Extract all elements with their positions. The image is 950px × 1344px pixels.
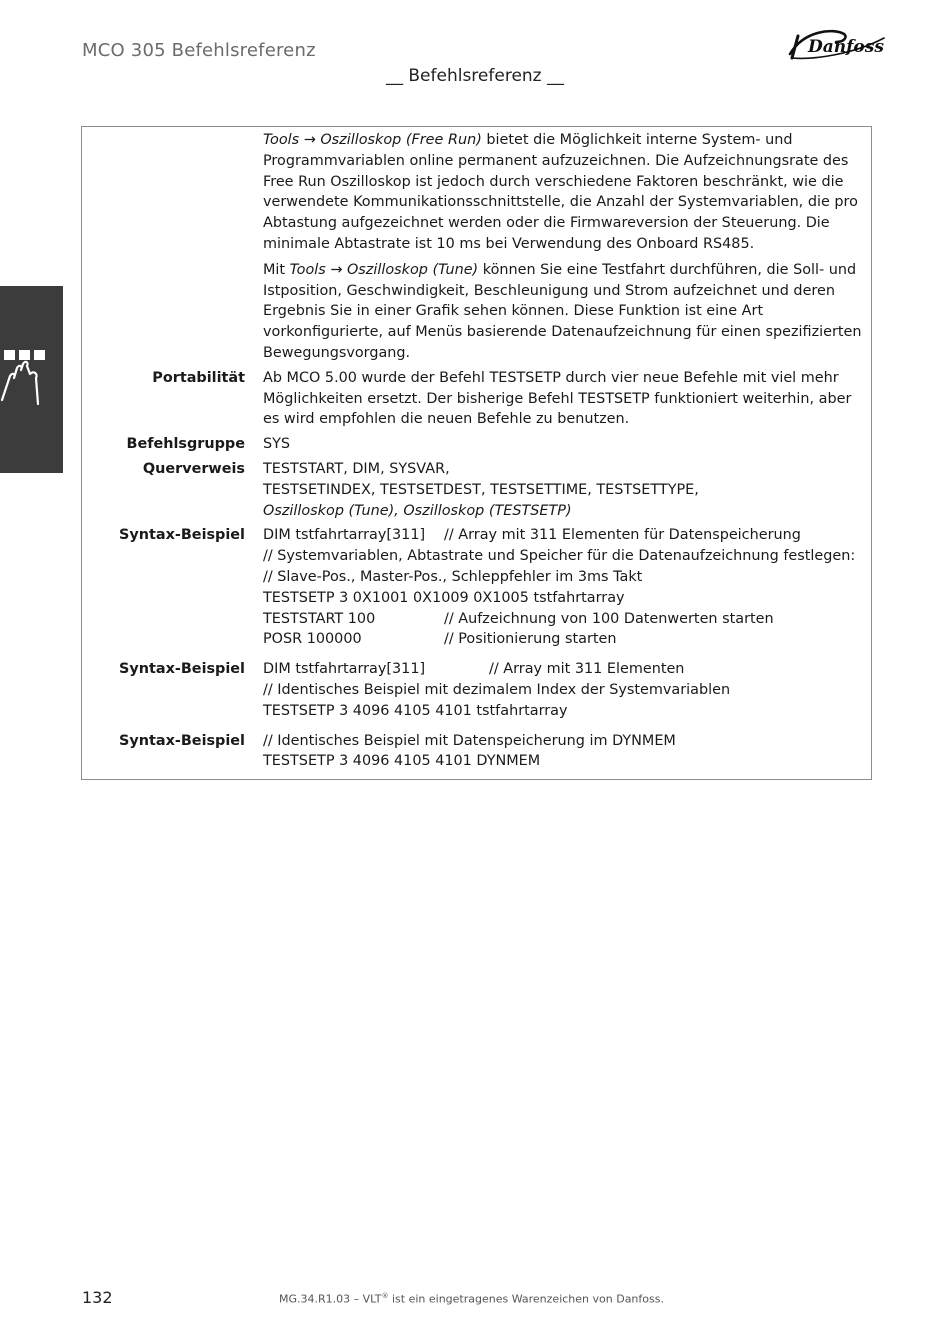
code-comment: // Array mit 311 Elementen für Datenspeicherung [444,527,801,544]
section-title: __ Befehlsreferenz __ [385,66,565,86]
code-line: TESTSETP 3 4096 4105 4101 DYNMEM [263,753,541,770]
code-line [263,609,869,630]
description-text: bietet die Möglichkeit interne System- und Programmvariablen online permanent aufzuzeichnen. Die Aufzeichnungsrate des Free Run Oszilloskop ist jedoch durch verschiedene Faktoren beschränkt, wie die verwendete Kommunikationsschnittstelle, die Anzahl der Systemvariablen, die pro Abtastung aufgezeichnet werden oder die Firmwareversion der Steuerung. Die minimale Abtastrate ist 10 ms bei Verwendung des Onboard RS485. [263,132,858,252]
menu-arrow: → [330,261,343,278]
code-comment: // Aufzeichnung von 100 Datenwerten starten [444,610,774,627]
cross-reference-label: Querverweis [142,460,245,477]
command-reference-box [81,126,872,780]
code-line: // Identisches Beispiel mit dezimalem Index der Systemvariablen [263,681,731,698]
syntax-example-code [263,659,871,721]
description-paragraph [263,260,869,364]
description-text: Mit [263,261,290,278]
cross-reference-content [263,459,871,521]
syntax-example-row [82,659,871,721]
footer-text [279,1292,664,1306]
description-content [263,130,871,364]
code-line: // Systemvariablen, Abtastrate und Speicher für die Datenaufzeichnung festlegen: [263,548,856,565]
code-statement: DIM tstfahrtarray[311] [263,527,426,544]
danfoss-logo [784,24,890,62]
hand-pointing-icon [0,344,63,414]
code-line: // Identisches Beispiel mit Datenspeicherung im DYNMEM [263,732,676,749]
document-title: MCO 305 Befehlsreferenz [82,40,316,61]
code-statement: POSR 100000 [263,631,362,648]
oscilloscope-tune-ref: Oszilloskop (Tune) [346,261,479,278]
svg-text:Danfoss: Danfoss [808,37,884,57]
code-line: TESTSETP 3 0X1001 0X1009 0X1005 tstfahrtarray [263,589,625,606]
footer-text-part: ist ein eingetragenes Warenzeichen von Danfoss. [388,1292,664,1306]
menu-arrow: → [303,132,316,148]
command-group-value: SYS [263,436,291,453]
syntax-example-row [82,525,871,650]
code-comment: // Array mit 311 Elementen [489,661,685,678]
syntax-example-label: Syntax-Beispiel [119,527,245,544]
code-statement: DIM tstfahrtarray[311] [263,661,426,678]
cross-reference-line: Oszilloskop (Tune), Oszilloskop (TESTSETP) [263,502,572,519]
oscilloscope-free-run-ref: Oszilloskop (Free Run) [320,132,482,148]
footer-text-part: MG.34.R1.03 – VLT [279,1292,382,1306]
portability-text: Ab MCO 5.00 wurde der Befehl TESTSETP durch vier neue Befehle mit viel mehr Möglichkeiten ersetzt. Der bisherige Befehl TESTSETP funktioniert weiterhin, aber es wird empfohlen die neuen Befehle zu benutzen. [263,369,852,428]
code-comment: // Positionierung starten [444,631,617,648]
tools-menu-ref: Tools [289,261,326,278]
cross-reference-line: TESTSTART, DIM, SYSVAR, [263,460,450,477]
description-row [82,130,871,364]
portability-label: Portabilität [152,369,245,386]
portability-row [82,368,871,430]
description-label [82,130,263,364]
syntax-example-code [263,731,871,773]
registered-mark: ® [381,1292,389,1300]
tools-menu-ref: Tools [263,132,300,148]
syntax-example-code [263,525,871,650]
cross-reference-line: TESTSETINDEX, TESTSETDEST, TESTSETTIME, TESTSETTYPE, [263,481,699,498]
code-line [263,629,869,650]
syntax-example-label: Syntax-Beispiel [119,661,245,678]
cross-reference-row [82,459,871,521]
code-line [263,659,869,680]
description-text: können Sie eine Testfahrt durchführen, die Soll- und Istposition, Geschwindigkeit, Beschleunigung und Strom aufzeichnet und deren Ergebnis Sie in einer Grafik sehen können. Diese Funktion ist eine Art vorkonfigurierte, auf Menüs basierende Datenaufzeichnung für einen spezifizierten Bewegungsvorgang. [263,261,862,361]
code-line [263,525,869,546]
syntax-example-label: Syntax-Beispiel [119,732,245,749]
side-tab [0,286,63,473]
code-statement: TESTSTART 100 [263,610,376,627]
command-group-label: Befehlsgruppe [126,436,245,453]
syntax-example-row [82,731,871,773]
description-paragraph [263,130,869,255]
code-line: TESTSETP 3 4096 4105 4101 tstfahrtarray [263,702,568,719]
code-line: // Slave-Pos., Master-Pos., Schleppfehler im 3ms Takt [263,568,643,585]
command-group-row [82,434,871,455]
page-number: 132 [82,1288,113,1307]
